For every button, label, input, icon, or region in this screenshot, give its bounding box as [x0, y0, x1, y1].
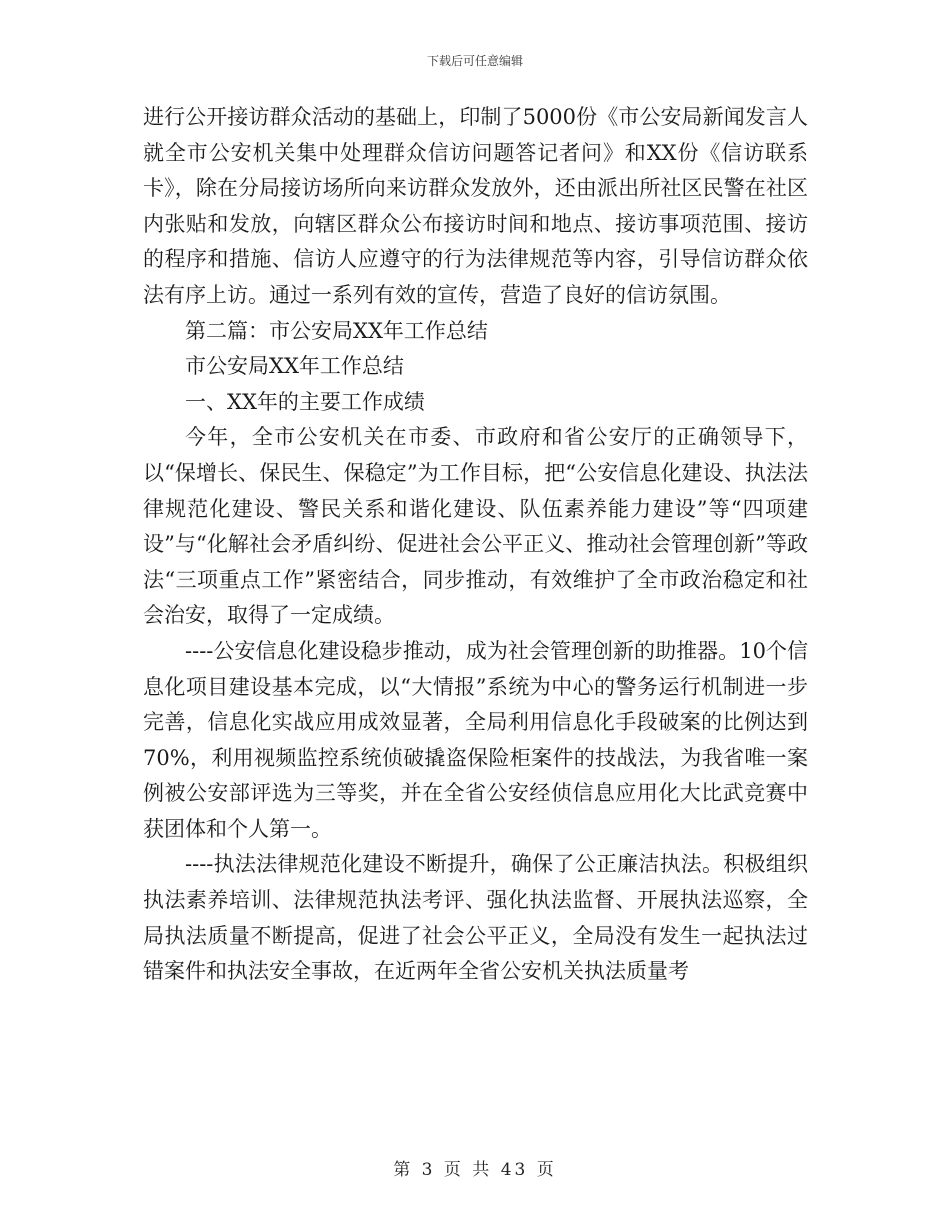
paragraph-law-enforcement: ----执法法律规范化建设不断提升，确保了公正廉洁执法。积极组织执法素养培训、法律规范执法考评、强化执法监督、开展执法巡察，全局执法质量不断提高，促进了社会公平正义，全局没有发生一起执法过错案件和执法安全事故，在近两年全省公安机关执法质量考	[143, 852, 808, 984]
subsection-heading: 一、XX年的主要工作成绩	[185, 389, 425, 414]
page-header: 下载后可任意编辑	[426, 54, 523, 68]
paragraph-informatization: ----公安信息化建设稳步推动，成为社会管理创新的助推器。10个信息化项目建设基本完成，以“大情报”系统为中心的警务运行机制进一步完善，信息化实战应用成效显著，全局利用信息化手段破案的比例达到70%，利用视频监控系统侦破撬盗保险柜案件的技战法，为我省唯一案例被公安部评选为三等奖，并在全省公安经侦信息应用化大比武竞赛中获团体和个人第一。	[143, 638, 808, 841]
paragraph-intro: 今年，全市公安机关在市委、市政府和省公安厅的正确领导下，以“保增长、保民生、保稳定”为工作目标，把“公安信息化建设、执法法律规范化建设、警民关系和谐化建设、队伍素养能力建设”等“四项建设”与“化解社会矛盾纠纷、促进社会公平正义、推动社会管理创新”等政法“三项重点工作”紧密结合，同步推动，有效维护了全市政治稳定和社会治安，取得了一定成绩。	[143, 425, 808, 628]
section-heading: 第二篇：市公安局XX年工作总结	[185, 318, 488, 343]
document-body	[143, 100, 808, 990]
document-title: 市公安局XX年工作总结	[185, 354, 404, 379]
page-footer: 第 3 页 共 43 页	[393, 1160, 557, 1180]
paragraph-continuation: 进行公开接访群众活动的基础上，印制了5000份《市公安局新闻发言人就全市公安机关集中处理群众信访问题答记者问》和XX份《信访联系卡》，除在分局接访场所向来访群众发放外，还由派出所社区民警在社区内张贴和发放，向辖区群众公布接访时间和地点、接访事项范围、接访的程序和措施、信访人应遵守的行为法律规范等内容，引导信访群众依法有序上访。通过一系列有效的宣传，营造了良好的信访氛围。	[143, 105, 808, 307]
